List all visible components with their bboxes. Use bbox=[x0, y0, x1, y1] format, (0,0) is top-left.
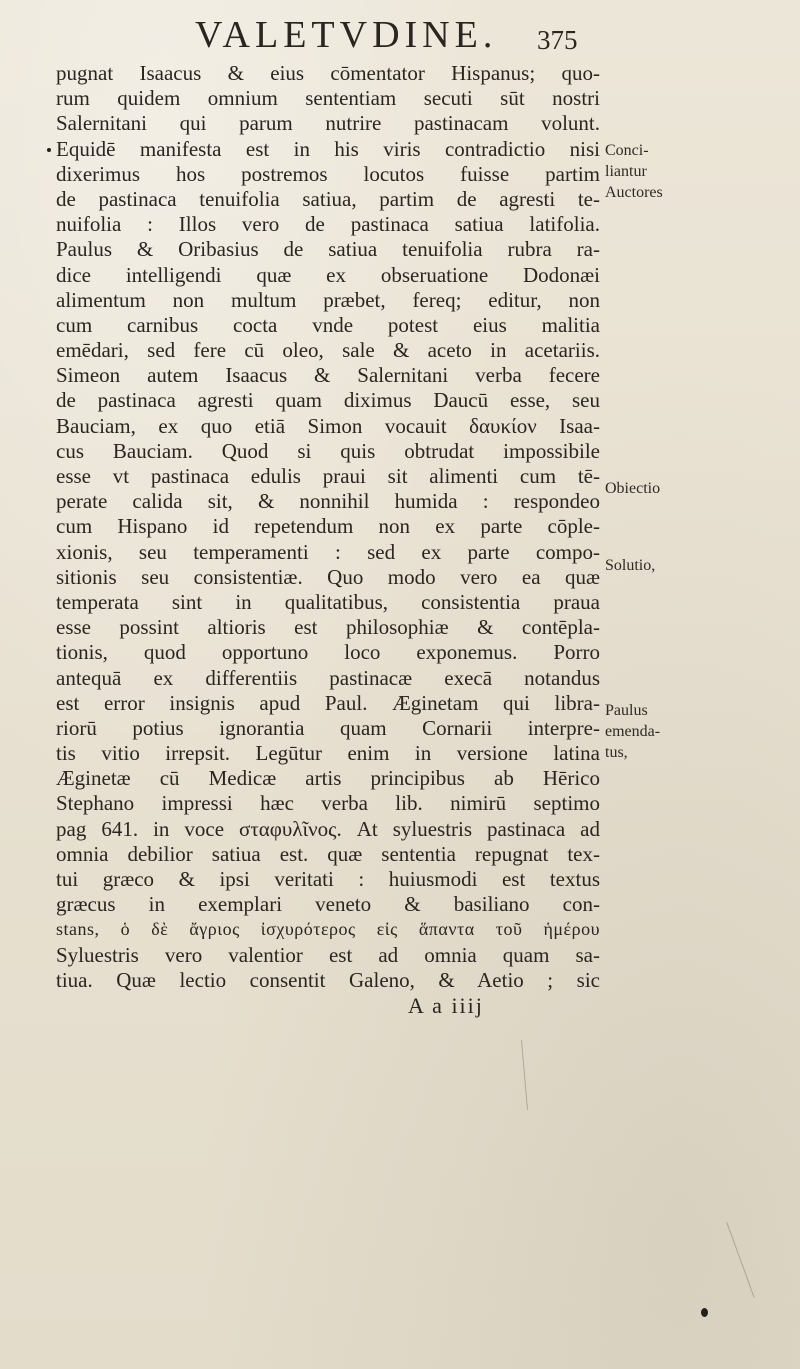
text-line: emēdari, sed fere cū oleo, sale & aceto in acetariis. bbox=[56, 338, 600, 363]
text-line: sitionis seu consistentiæ. Quo modo vero ea quæ bbox=[56, 564, 600, 589]
text-line: antequā ex differentiis pastinacæ execā notandus bbox=[56, 665, 600, 690]
text-line: dixerimus hos postremos locutos fuisse partim bbox=[56, 161, 600, 186]
text-line: temperata sint in qualitatibus, consistentia praua bbox=[56, 589, 600, 614]
text-line: Syluestris vero valentior est ad omnia quam sa- bbox=[56, 942, 600, 967]
margin-note-conciliantur bbox=[605, 140, 695, 203]
text-line: rum quidem omnium sententiam secuti sūt nostri bbox=[56, 86, 600, 111]
ink-speck bbox=[701, 1308, 708, 1317]
margin-note-line: Obiectio bbox=[605, 480, 661, 497]
text-line: græcus in exemplari veneto & basiliano con- bbox=[56, 892, 600, 917]
text-line: de pastinaca agresti quam diximus Daucū esse, seu bbox=[56, 388, 600, 413]
text-line: tui græco & ipsi veritati : huiusmodi est textus bbox=[56, 867, 600, 891]
main-text-block bbox=[56, 61, 600, 1018]
text-line: cum Hispano id repetendum non ex parte cōple- bbox=[56, 514, 600, 539]
text-line: nuifolia : Illos vero de pastinaca satiua latifolia. bbox=[56, 212, 600, 237]
margin-note-line: Auctores bbox=[605, 184, 663, 201]
margin-note-paulus bbox=[605, 700, 695, 763]
paper-mark bbox=[726, 1222, 754, 1298]
margin-note-line: Conci- bbox=[605, 142, 649, 159]
page-number: 375 bbox=[537, 25, 578, 55]
margin-note-solutio bbox=[605, 555, 695, 576]
text-line: esse vt pastinaca edulis praui sit alimenti cum tē- bbox=[56, 464, 600, 488]
text-line: esse possint altioris est philosophiæ & contēpla- bbox=[56, 615, 600, 640]
paper-mark bbox=[521, 1040, 528, 1110]
text-line: riorū potius ignorantia quam Cornarii interpre- bbox=[56, 715, 600, 740]
signature-mark: A a iiij bbox=[408, 992, 484, 1018]
running-title: VALETVDINE. bbox=[195, 14, 498, 56]
text-line: de pastinaca tenuifolia satiua, partim de agresti te- bbox=[56, 186, 600, 211]
text-line: cus Bauciam. Quod si quis obtrudat impossibile bbox=[56, 438, 600, 463]
text-line: dice intelligendi quæ ex obseruatione Dodonæi bbox=[56, 262, 600, 287]
text-line: Stephano impressi hæc verba lib. nimirū septimo bbox=[56, 791, 600, 816]
text-line: Simeon autem Isaacus & Salernitani verba fecere bbox=[56, 363, 600, 388]
margin-note-line: Paulus bbox=[605, 702, 648, 719]
text-line: tionis, quod opportuno loco exponemus. Porro bbox=[56, 640, 600, 665]
text-line: pugnat Isaacus & eius cōmentator Hispanus; quo- bbox=[56, 61, 600, 85]
greek-text-line: stans, ὁ δὲ ἄγριος ἰσχυρότερος εἰς ἅπαντα τοῦ ἡμέρου bbox=[56, 919, 600, 940]
margin-note-line: Solutio, bbox=[605, 557, 656, 574]
text-line: xionis, seu temperamenti : sed ex parte compo- bbox=[56, 539, 600, 564]
text-line: Salernitani qui parum nutrire pastinacam volunt. bbox=[56, 111, 600, 136]
text-line: tiua. Quæ lectio consentit Galeno, & Aetio ; sic bbox=[56, 967, 600, 992]
text-line: omnia debilior satiua est. quæ sententia repugnat tex- bbox=[56, 841, 600, 866]
margin-note-line: emenda- bbox=[605, 723, 661, 740]
text-line: Equidē manifesta est in his viris contradictio nisi bbox=[56, 136, 600, 161]
margin-note-line: tus, bbox=[605, 744, 628, 761]
text-line: pag 641. in voce σταφυλῖνος. At syluestris pastinaca ad bbox=[56, 816, 600, 841]
text-line: Æginetæ cū Medicæ artis principibus ab Hērico bbox=[56, 766, 600, 791]
running-head bbox=[195, 14, 595, 56]
text-line: alimentum non multum præbet, fereq; editur, non bbox=[56, 287, 600, 312]
margin-note-line: liantur bbox=[605, 163, 647, 180]
ink-speck bbox=[47, 148, 51, 152]
text-line: est error insignis apud Paul. Æginetam qui libra- bbox=[56, 690, 600, 715]
text-line: perate calida sit, & nonnihil humida : respondeo bbox=[56, 489, 600, 514]
text-line: cum carnibus cocta vnde potest eius malitia bbox=[56, 312, 600, 337]
text-line: Paulus & Oribasius de satiua tenuifolia rubra ra- bbox=[56, 237, 600, 262]
text-line: tis vitio irrepsit. Legūtur enim in versione latina bbox=[56, 741, 600, 766]
text-line: Bauciam, ex quo etiā Simon vocauit δαυκίον Isaa- bbox=[56, 413, 600, 438]
margin-note-obiectio bbox=[605, 478, 695, 499]
